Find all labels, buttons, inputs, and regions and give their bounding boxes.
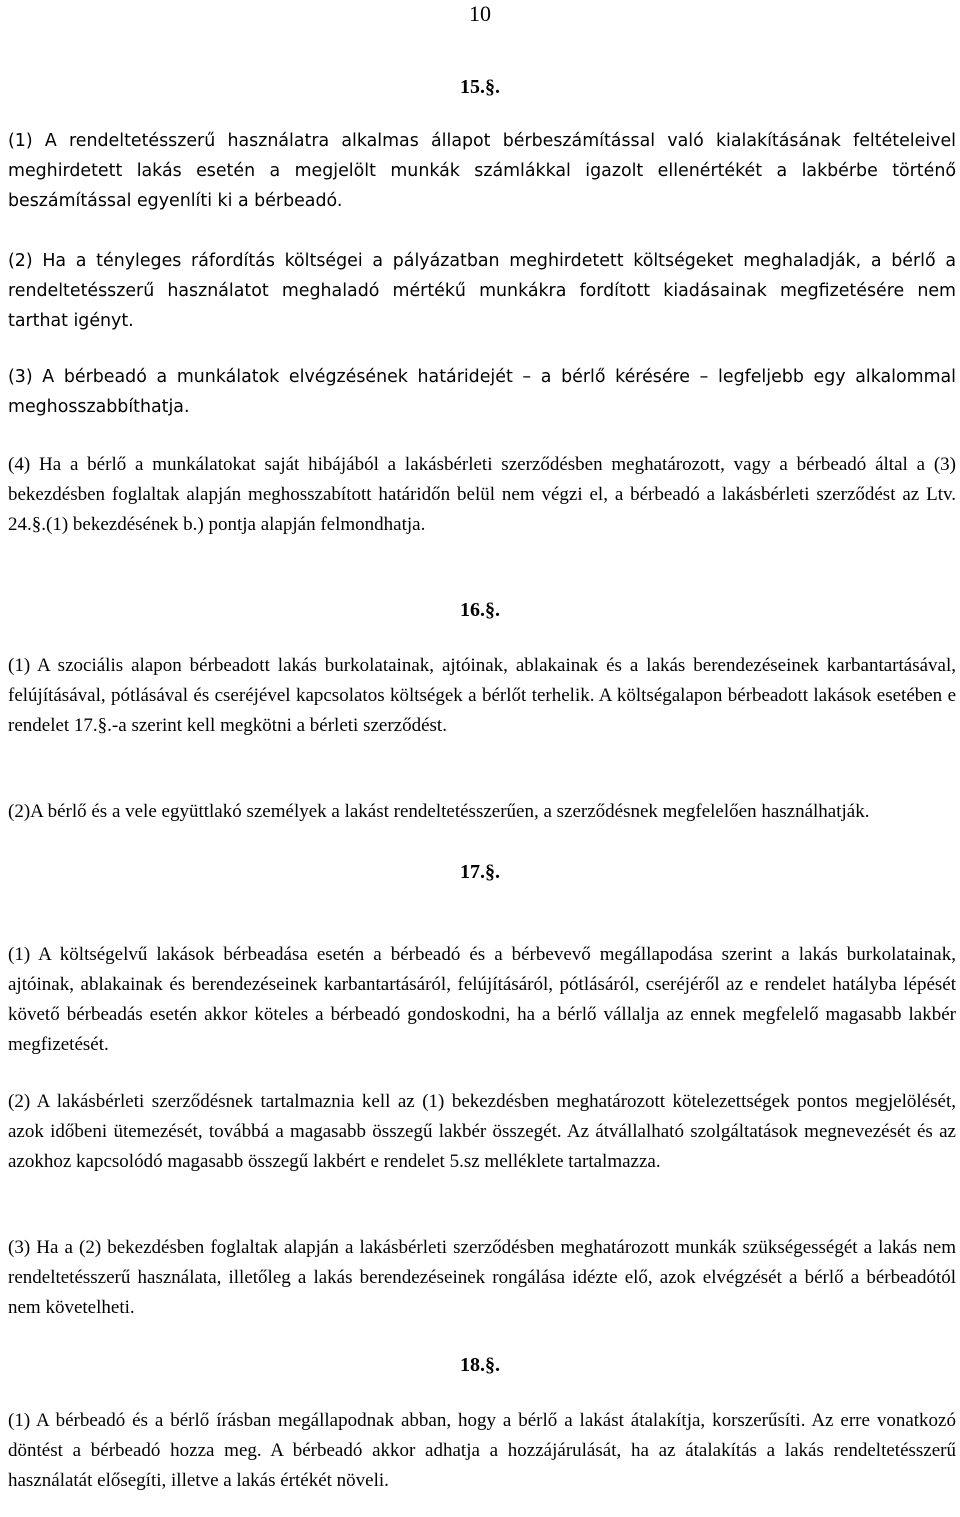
- section-17-paragraph-3: (3) Ha a (2) bekezdésben foglaltak alapján a lakásbérleti szerződésben meghatározott munkák szükségességét a lakás nem rendeltetésszerű használata, illetőleg a lakás berendezéseinek rongálása idézte elő, azok elvégzését a bérlő a bérbeadótól nem követelheti.: [8, 1237, 956, 1318]
- section-15-paragraph-4: (4) Ha a bérlő a munkálatokat saját hibájából a lakásbérleti szerződésben meghatározott, vagy a bérbeadó által a (3) bekezdésben foglaltak alapján meghosszabított határidőn belül nem végzi el, a bérbeadó a lakásbérleti szerződést az Ltv. 24.§.(1) bekezdésének b.) pontja alapján felmondhatja.: [8, 454, 956, 535]
- section-heading-15: 15.§.: [460, 76, 500, 98]
- section-17-paragraph-2: (2) A lakásbérleti szerződésnek tartalmaznia kell az (1) bekezdésben meghatározott kötelezettségek pontos megjelölését, azok időbeni ütemezését, továbbá a magasabb összegű lakbér összegét. Az átvállalható szolgáltatások megnevezését és az azokhoz kapcsolódó magasabb összegű lakbért e rendelet 5.sz melléklete tartalmazza.: [8, 1091, 956, 1172]
- section-16-paragraph-2: (2)A bérlő és a vele együttlakó személyek a lakást rendeltetésszerűen, a szerződésnek megfelelően használhatják.: [8, 801, 870, 822]
- section-heading-18: 18.§.: [460, 1354, 500, 1376]
- section-15-paragraph-2: (2) Ha a tényleges ráfordítás költségei a pályázatban meghirdetett költségeket meghaladják, a bérlő a rendeltetésszerű használatot meghaladó mértékű munkákra fordított kiadásainak megfizetésére nem tarthat igényt.: [8, 251, 956, 331]
- section-heading-16: 16.§.: [460, 599, 500, 621]
- section-16-paragraph-1: (1) A szociális alapon bérbeadott lakás burkolatainak, ajtóinak, ablakainak és a lakás berendezéseinek karbantartásával, felújításával, pótlásával és cseréjével kapcsolatos költségek a bérlőt terhelik. A költségalapon bérbeadott lakások esetében e rendelet 17.§.-a szerint kell megkötni a bérleti szerződést.: [8, 655, 956, 736]
- section-17-paragraph-1: (1) A költségelvű lakások bérbeadása esetén a bérbeadó és a bérbevevő megállapodása szerint a lakás burkolatainak, ajtóinak, ablakainak és berendezéseinek karbantartásáról, felújításáról, pótlásáról, cseréjéről az e rendelet hatályba lépését követő bérbeadás esetén akkor köteles a bérbeadó gondoskodni, ha a bérlő vállalja az ennek megfelelő magasabb lakbér megfizetését.: [8, 944, 956, 1055]
- page-number: 10: [469, 1, 491, 26]
- section-15-paragraph-1: (1) A rendeltetésszerű használatra alkalmas állapot bérbeszámítással való kialakításának feltételeivel meghirdetett lakás esetén a megjelölt munkák számlákkal igazolt ellenértékét a lakbérbe történő beszámítással egyenlíti ki a bérbeadó.: [8, 131, 956, 211]
- section-18-paragraph-1: (1) A bérbeadó és a bérlő írásban megállapodnak abban, hogy a bérlő a lakást átalakítja, korszerűsíti. Az erre vonatkozó döntést a bérbeadó hozza meg. A bérbeadó akkor adhatja a hozzájárulását, ha az átalakítás a lakás rendeltetésszerű használatát elősegíti, illetve a lakás értékét növeli.: [8, 1410, 956, 1491]
- section-heading-17: 17.§.: [460, 861, 500, 883]
- section-15-paragraph-3: (3) A bérbeadó a munkálatok elvégzésének határidejét – a bérlő kérésére – legfeljebb egy alkalommal meghosszabbíthatja.: [8, 367, 956, 417]
